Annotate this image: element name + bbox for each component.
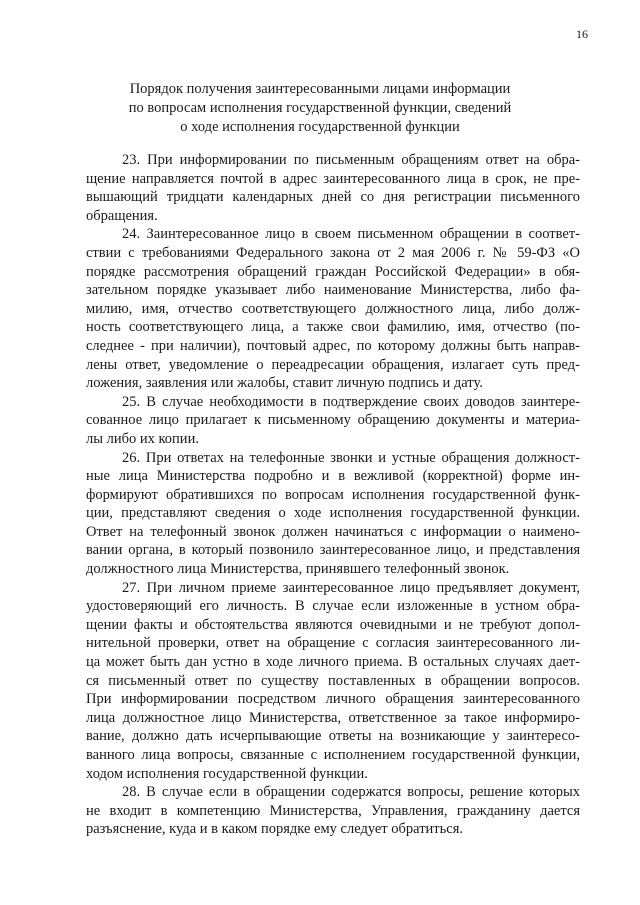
text-line: 25. В случае необходимости в подтверждение своих доводов заинтере-: [122, 393, 580, 410]
paragraph-23: [86, 151, 580, 225]
text-line: вышающий тридцати календарных дней со дня регистрации письменного: [86, 189, 580, 206]
text-line: 24. Заинтересованное лицо в своем письменном обращении в соответ-: [122, 226, 580, 243]
text-line: милию, имя, отчество соответствующего должностного лица, либо долж-: [86, 300, 580, 317]
paragraph-28: [86, 783, 580, 839]
text-line: лены ответ, уведомление о переадресации обращения, излагает суть пред-: [86, 356, 580, 373]
text-line: лы либо их копии.: [86, 430, 199, 447]
text-line: формируют обратившихся по вопросам исполнения государственной функ-: [86, 486, 580, 503]
section-heading: [120, 80, 520, 137]
text-line: ся письменный ответ по существу поставленных в обращении вопросов.: [86, 672, 580, 689]
text-line: порядке рассмотрения обращений граждан Российской Федерации» в обя-: [86, 263, 580, 280]
text-line: вании органа, в который позвонило заинтересованное лицо, и представления: [86, 542, 580, 559]
text-line: следнее - при наличии), почтовый адрес, по которому должны быть направ-: [86, 337, 580, 354]
text-line: щение направляется почтой в адрес заинтересованного лица в срок, не пре-: [86, 170, 580, 187]
text-line: обращения.: [86, 207, 158, 224]
text-line: ные лица Министерства подробно и в вежливой (корректной) форме ин-: [86, 468, 580, 485]
text-line: разъяснение, куда и в каком порядке ему следует обратиться.: [86, 821, 463, 838]
text-line: сованное лицо прилагает к письменному обращению документы и материа-: [86, 412, 580, 429]
text-line: ствии с требованиями Федерального закона от 2 мая 2006 г. № 59-ФЗ «О: [86, 244, 580, 261]
text-line: вание, должно дать исчерпывающие ответы на возникающие у заинтересо-: [86, 728, 580, 745]
text-line: 28. В случае если в обращении содержатся вопросы, решение которых: [122, 784, 580, 801]
heading-line: о ходе исполнения государственной функции: [180, 119, 460, 135]
text-line: ложения, заявления или жалобы, ставит личную подпись и дату.: [86, 375, 483, 392]
text-line: удостоверяющий его личность. В случае если изложенные в устном обра-: [86, 598, 580, 615]
text-line: При информировании посредством личного обращения заинтересованного: [86, 691, 580, 708]
text-line: ванного лица вопросы, связанные с исполнением государственной функции,: [86, 747, 580, 763]
paragraph-26: [86, 449, 580, 579]
text-line: не входит в компетенцию Министерства, Управления, гражданину дается: [86, 802, 580, 819]
text-line: 23. При информировании по письменным обращениям ответ на обра-: [122, 152, 580, 168]
text-line: щении факты и обстоятельства являются очевидными и не требуют допол-: [86, 616, 580, 633]
paragraph-24: [86, 225, 580, 392]
text-line: ходом исполнения государственной функции.: [86, 765, 368, 782]
paragraph-25: [86, 393, 580, 449]
paragraph-27: [86, 579, 580, 784]
text-line: ца может быть дан устно в ходе личного приема. В остальных случаях дает-: [86, 654, 580, 671]
document-body: [86, 151, 580, 839]
text-line: нительной проверки, ответ на обращение с согласия заинтересованного ли-: [86, 635, 580, 652]
text-line: 27. При личном приеме заинтересованное лицо предъявляет документ,: [122, 579, 580, 596]
heading-line: по вопросам исполнения государственной функции, сведений: [128, 100, 512, 116]
page-number: 16: [576, 27, 588, 41]
heading-line: Порядок получения заинтересованными лицами информации: [129, 81, 511, 97]
text-line: Ответ на телефонный звонок должен начинаться с информации о наимено-: [86, 523, 580, 540]
text-line: ность соответствующего лица, а также свои фамилию, имя, отчество (по-: [86, 319, 580, 336]
text-line: ции, представляют сведения о ходе исполнения государственной функции.: [86, 505, 580, 522]
text-line: 26. При ответах на телефонные звонки и устные обращения должност-: [122, 449, 580, 466]
text-line: лица должностное лицо Министерства, ответственное за такое информиро-: [86, 709, 580, 726]
text-line: должностного лица Министерства, принявшего телефонный звонок.: [86, 561, 510, 578]
text-line: зательном порядке указывает либо наименование Министерства, либо фа-: [86, 282, 580, 299]
